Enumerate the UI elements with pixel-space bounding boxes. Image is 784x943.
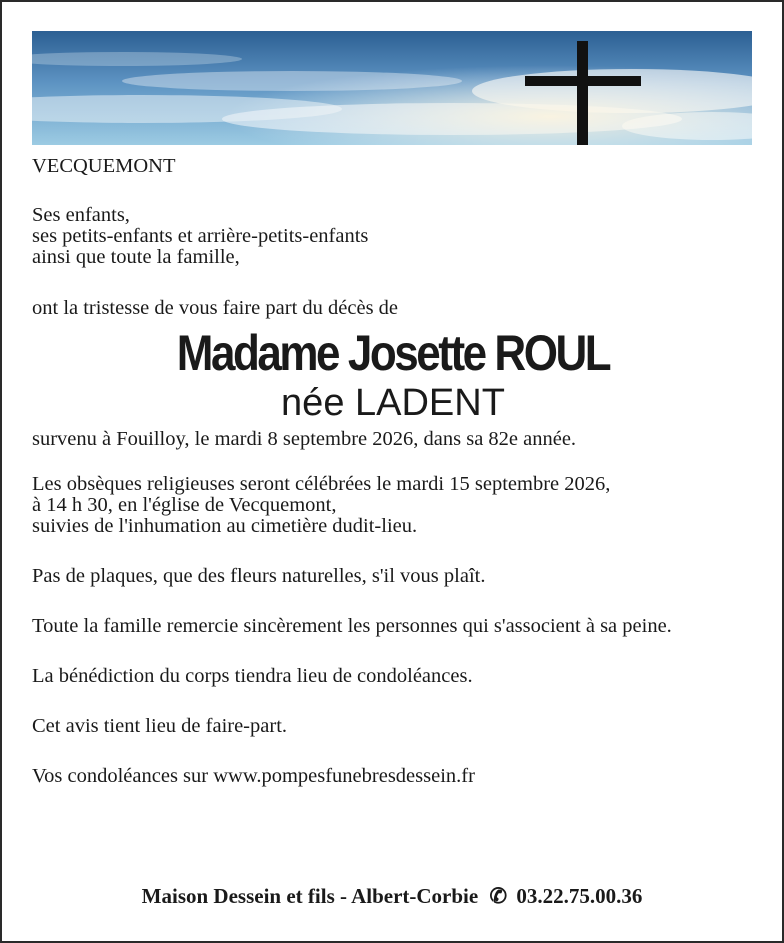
deceased-name: Madame Josette ROUL [176, 325, 610, 381]
family-line: ses petits-enfants et arrière-petits-enfants [32, 225, 369, 247]
flowers-note: Pas de plaques, que des fleurs naturelles, s'il vous plaît. [32, 565, 486, 587]
death-info: survenu à Fouilloy, le mardi 8 septembre 2026, dans sa 82e année. [32, 428, 577, 450]
announcement-text: ont la tristesse de vous faire part du décès de [32, 297, 399, 319]
cross-image [32, 31, 752, 145]
sky-cross-banner [32, 31, 752, 145]
funeral-home-footer [2, 884, 782, 909]
funeral-line: suivies de l'inhumation au cimetière dudit-lieu. [32, 515, 418, 537]
phone-icon: ✆ [489, 884, 508, 908]
phone-number: 03.22.75.00.36 [516, 884, 643, 908]
notice-body [32, 150, 754, 787]
family-line: ainsi que toute la famille, [32, 246, 240, 268]
blessing-note: La bénédiction du corps tiendra lieu de condoléances. [32, 665, 473, 687]
town-name: VECQUEMONT [32, 155, 176, 177]
cross-vertical [577, 41, 588, 145]
funeral-line: Les obsèques religieuses seront célébrées le mardi 15 septembre 2026, [32, 473, 611, 495]
condolences-note: Vos condoléances sur www.pompesfunebresdessein.fr [32, 765, 475, 787]
family-block [32, 205, 754, 268]
cross-horizontal [525, 76, 641, 86]
funeral-block [32, 474, 754, 537]
family-line: Ses enfants, [32, 204, 130, 226]
company-name: Maison Dessein et fils - Albert-Corbie [141, 884, 479, 908]
faire-part-note: Cet avis tient lieu de faire-part. [32, 715, 288, 737]
maiden-name: née LADENT [281, 382, 505, 424]
funeral-line: à 14 h 30, en l'église de Vecquemont, [32, 494, 337, 516]
thanks-note: Toute la famille remercie sincèrement les personnes qui s'associent à sa peine. [32, 615, 672, 637]
